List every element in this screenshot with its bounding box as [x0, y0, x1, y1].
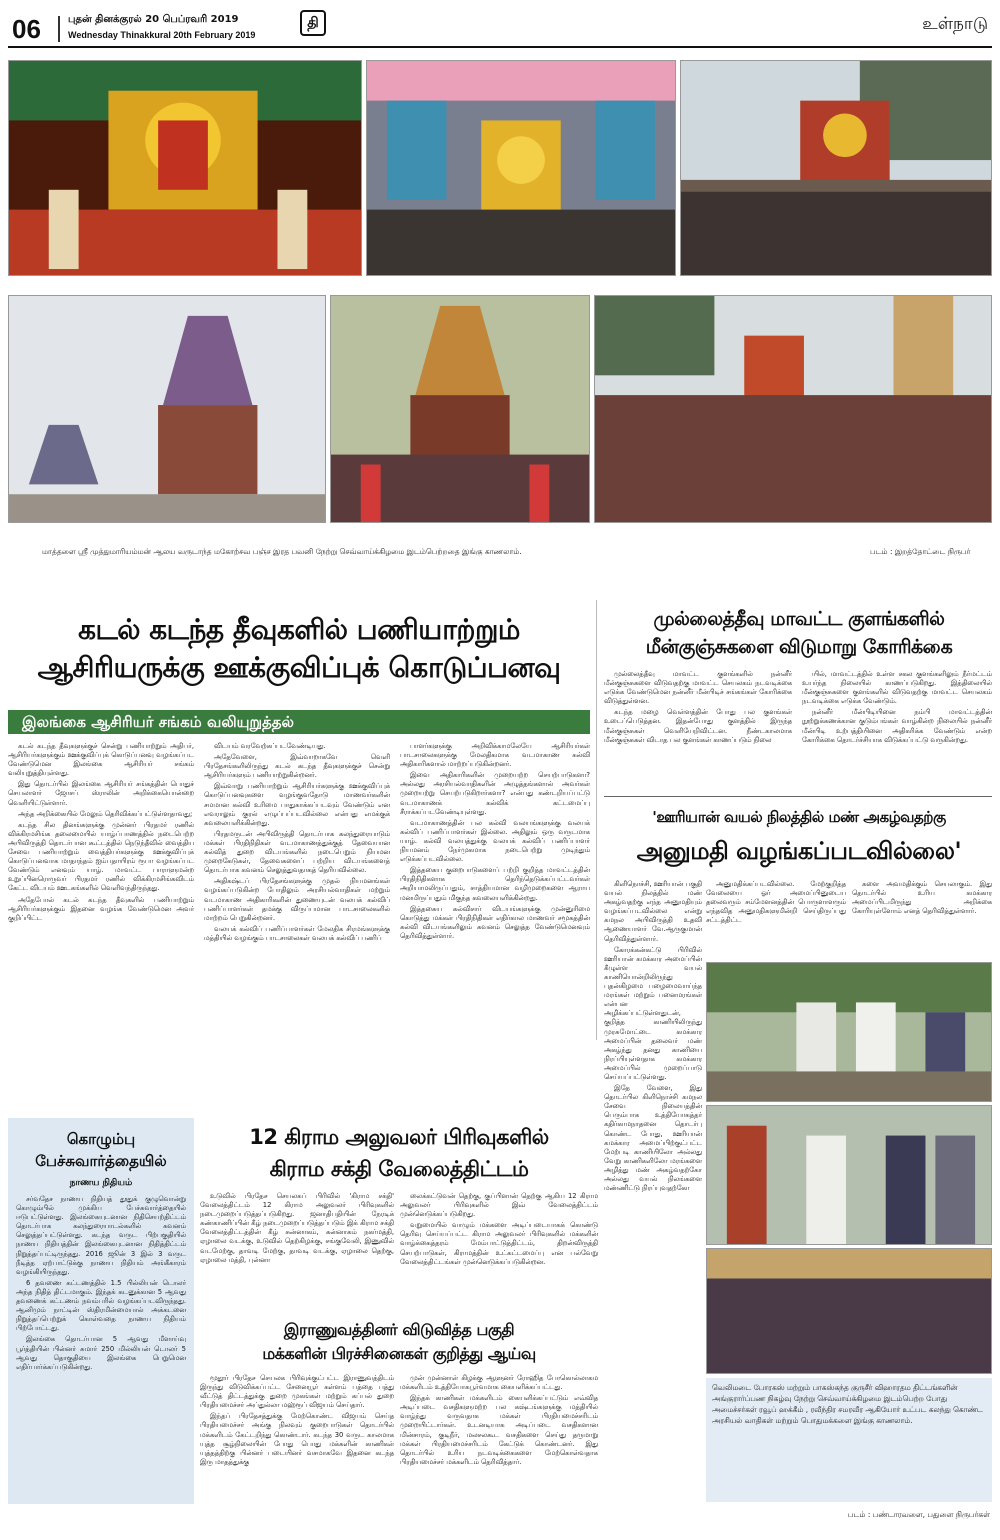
story2-column-2 [802, 670, 992, 788]
ceremony-credit: படம் : பண்டாரவளை, பதுளை நிருபர்கள் [847, 1510, 990, 1519]
story3-kicker: 'ஊரியான் வயல் நிலத்தில் மண் அகழ்வதற்கு [652, 808, 946, 826]
newspaper-logo: தி [300, 10, 326, 36]
header-rule [8, 46, 992, 48]
ceremony-caption: வெலிமடை போரகஸ் மற்றும் பாகஸ்கந்த குருசீர் விஹாரதம திட்டங்களின் அங்குரார்ப்பண நிகழ்வு நேற்று செவ்வாய்க்கிழமை இடம்பெற்ற போது அமைச்சர்கள் ரவூப் ஹக்கீம் , ரவீந்திர சமரவீர ஆகியோர் உட்பட கலந்து கொண்ட அரசியல் வாதிகள் மற்றும் பொதுமக்களை இங்கு காணலாம். [712, 1383, 983, 1425]
story2-col2-para: யில், மாவட்டத்தில் உள்ள சகல குளங்களிலும் நீர்மட்டம் உயர்ந்த நிலையில் காணப்படுகிறது. இத்திலையில் மீன்குஞ்சுகளை குளங்களில் விடுவதற்கு மாவட்ட செயலகம் நடவடிக்கை எடுக்க வேண்டும். [802, 670, 992, 706]
story3-col1-para: இதே வேளை, இது தொடர்பில கிளிநொச்சி கமநல சேவை நிலையத்தின் பெரும்பாக உத்தியோகத்தர் கதிர்காமநாதனை தொடர்பு கொண்ட போது, ஊரியான் கமக்கார அமைப்பிற்குட்பட்ட மேற்படி காணியிலோ அல்லது வேறு காணிகளிலோ மரங்களை அழித்து மண் அகழ்வதற்கோ அல்லது வயல் நிலங்களை மண்ணிட்டு நிரப்புவதற்கோ [604, 1084, 702, 1193]
story1-col3-para: இவை அதிகாரிகளின் முறையற்ற செயற்பாடுகளா? அல்லது அரசியல்வாதிகளின் அழுத்தங்களால் அவர்கள் முறையற்று செயற்படுகிறார்களா? என்பது கண்டறியப்பட்டு வடமாகாணக் கல்விக் கட்டமைப்பு சீராக்கப்படவேண்டியுள்ளது. [400, 771, 590, 816]
temple-photo-3 [680, 60, 992, 276]
story1-col2-para: விடயம் வரவேற்கப்படவேண்டியது. [214, 742, 326, 750]
story4-col2-para: லைக்கட்டுவன் தெற்கு, குப்பிளான் தெற்கு ஆகிய 12 கிராம அலுவலர் பிரிவுகளில் இவ் வேலைத்திட்டம் முன்னெடுக்கப்படுகிறது. [400, 1192, 598, 1219]
story1-col1-para: அதேபோல் கடல் கடந்த தீவுகளில் பணியாற்றும் ஆசிரியர்களுக்கும் இதனை வழங்க வேண்டுமென அவர் குறிப்பிட்ட [8, 895, 194, 922]
sidebar-para: 6 தவணை கட்டணத்தில் 1.5 பில்லியன் டொலர் அந்த நிதித் திட்டமாகும். இந்தக் கடனுக்கான 5 ஆவது தவணைக் கட்டணம் நவம்பரில் வழங்கப்படவிருந்தது. ஆனிமும் நாட்டின் ஸ்திரமின்மையால் அக்கடனை நிறுத்தப்பெற்றுக் கொள்வதை நாணய நிதியம் பிற்போட்டது. [16, 1278, 186, 1333]
story4-headline-line1: 12 கிராம அலுவலர் பிரிவுகளில் [249, 1125, 549, 1149]
sidebar-title-line2: பேச்சுவார்த்தையில் [35, 1152, 167, 1170]
story2-col2-para: நன்னீர் மீன்பிடியினை நம்பி மாவட்டத்தின் நூற்றுக்கணக்கான குடும்பங்கள் வாழ்கின்ற நிலையில் நன்னீர் மீன்பிடி உற்பத்தியினை அதிகரிக்க வேண்டும் என்ற கோரிக்கை தொடர்ச்சியாக விடுக்கப்பட்டு வருகின்றது. [802, 708, 992, 744]
story1-column-1 [8, 742, 194, 1042]
story5-column-1 [200, 1374, 394, 1534]
story1-col1-para: இது தொடர்பில் இலங்கை ஆசிரியர் சங்கத்தின் பொதுச் செயலாளர் ஜோசப் ஸ்ராலின் அறிக்கையொன்றை வெளியிட்டுள்ளார். [8, 780, 194, 807]
story5-col1-para: இந்தப் பிரதேசத்துக்கு மேற்கொண்ட விஜயம் செய்த பிரதியமைச்சர் அங்கு நிலவும் குறைபாடுகள் தொடர்பில் மக்களிடம் கேட்டறிந்து கொண்டார். கடந்த 30 வருட காலமாக யுத்த சூழ்நிலையின் போது பொது மக்களின் காணிகள் யுத்தத்திற்கு பின்னர் படையினர் வசமாகவே இதனை கடந்த இரு மாதத்துக்கு [200, 1412, 394, 1466]
ceremony-caption-box [706, 1378, 992, 1502]
story1-banner-text: இலங்கை ஆசிரியர் சங்கம் வலியுறுத்தல் [22, 713, 294, 731]
story1-col3-para: வடமாகாணத்தின் பல கல்வி வலயங்களுக்கு வலயக் கல்விப் பணிப்பாளர்கள் இல்லை. அதிலும் ஒரு வருடமாக யாழ். கல்வி வலயத்துக்கு வலயக் கல்விப் பணிப்பாளர் நியமனம் நேர்முகமாக நடைபெற்று முடிந்தும் எடுக்கப்படவில்லை. [400, 818, 590, 864]
story3-col1-para: கோரக்கன்கட்டு பிரிவில் ஊரியான் கமக்கார அமைப்பின் கீழுள்ள வயல் காணியொன்றிலிருந்து புதன்கிழமை பழைமைவாய்ந்த மரங்கள் மற்றும் பனைமரங்கள் என்பன அழிக்கப்பட்டுள்ளதுடன், குறித்த காணியிலிருந்து முரசுமோட்டை கமக்கார அமைப்பின் தலைவர் மண் அகழ்ந்து தனது காணியை நிரப்பியுள்ளதாக கமக்கார அமைப்பில் முறைப்பாடு செய்யப்பட்டுள்ளது. [604, 945, 702, 1081]
chariot-photo-1 [8, 295, 326, 523]
story5-column-2 [400, 1374, 598, 1534]
story1-col2-para: அதிகஷ்டப் பிரதேசங்களுக்கு முதல் நியமனங்கள் வழங்கப்படுகின்ற போதிலும் அரசியல்வாதிகள் மற்றும் வடமாகாண அதிகாரிகளின் துணையுடன் வலயக் கல்விப் பணிப்பாளர்கள் தமக்கு விருப்பமான பாடசாலைகளில் மாற்றம் பெறுகின்றனர். [204, 877, 390, 922]
header-date-tamil: புதன் தினக்குரல் 20 பெப்ரவரி 2019 [68, 14, 239, 25]
story4-column-2 [400, 1192, 598, 1310]
page-header [0, 0, 1000, 48]
story3-column-2 [706, 880, 846, 960]
ceremony-photo-3 [706, 1248, 992, 1374]
story5-headline-line1: இராணுவத்தினர் விடுவித்த பகுதி [283, 1320, 515, 1339]
story1-col3-para: இத்தகைய குறைபாடுகளைப் பற்றி குறித்த மாவட்டத்தின் பிரதிநிதிகளாக தெரிந்தெடுக்கப்பட்டவர்கள் அறியாமலிருப்பதும், சாத்தியமான வழிமுறைகளை ஆராய மனமிருப்பதும் மிகுந்த கவலையளிக்கின்றது. [400, 866, 590, 902]
story1-col3-para: இத்தகைய கல்விசார் விடயங்களுக்கு முன்னுரிமை கொடுத்து மக்கள் பிரதிநிதிகள் எதிர்கால மாணவர் சமூகத்தின் கல்வி விடயங்களிலும் கவனம் செலுத்த வேண்டுமெனவும் தெரிவித்துள்ளார். [400, 904, 590, 940]
story3-headline: அனுமதி வழங்கப்படவில்லை' [636, 837, 962, 865]
story1-col2-para: வலயக் கல்விப் பணிப்பாளர்கள் மேலதிக சிரமங்களுக்கு மத்தியில் வழங்கும் பாடசாலைகள் வலயக் கல்விப் பணிப் [204, 924, 390, 942]
story1-col3-para: பாளர்களுக்கு அறிவிக்காமலேயே ஆசிரியர்கள் பாடசாலைகளுக்கு மேலதிகமாக வடமாகாண கல்வி அதிகாரிகளால் மாற்றப்படுகின்றனர். [400, 742, 590, 769]
story3-col2-para: அனுமதிக்கப்படவில்லை. மேற்குறித்த வேலையை ஓர் அமைப்பினுடைய தலைவரும் சம்மேளனத்தின் பொருளாளரும் எந்தவித அனுமதிகளுமின்றி செய்திருப்பது சட்டத்திட்ட [706, 880, 846, 925]
story5-col2-para: முன் முன்னாள் கிழக்கு ஆளுனர் ரோஹித போகொல்லாகம மக்களிடம் உத்தியோகபூர்வமாக கையளிக்கப்பட்டது. [400, 1374, 598, 1392]
story4-col1-para: உடுவில் பிரதேச செயலகப் பிரிவில் 'கிராம சக்தி' வேலைத்திட்டம் 12 கிராம அலுவலர் பிரிவுகளில் நடைமுறைப்படுத்தப்படுகிறது. ஜனாதிபதியின் நேரடிக் கண்காணிப்பின் கீழ் நடைமுறைப்படுத்தப்படும் இக் கிராம சக்தி வேலைத்திட்டத்தின் கீழ் சுன்னாகம், கன்னாகம் நகர்மத்தி, ஏழாலை வடக்கு, உடுவில் தெற்கிழக்கு, சங்குவேலி, இணுவில் வடமேற்கு, தாவடி மேற்கு, தாவடி வடக்கு, ஏழாலை தெற்கு, ஏழாலை மத்தி, புன்னா [200, 1192, 394, 1264]
header-divider [58, 16, 60, 42]
sidebar-para: இலங்கை தொடர்பான 5 ஆவது மீளாய்வு பூர்த்தியின் பின்னர் சுமார் 250 மில்லியன் டொலர் 5 ஆவது தொகுதியை இலங்கை பெறுமென எதிர்பார்க்கப்படுகின்றது. [16, 1335, 186, 1371]
sidebar-box [8, 1118, 194, 1504]
story5-col2-para: இந்தக் காணிகள் மக்களிடம் கையளிக்கப்பட்டும் எவ்வித அடிப்படை வசதிகளுமற்ற பல கஷ்டங்களுக்கு மத்தியில் வாழ்ந்து வருவதாக மக்கள் பிரதியமைச்சரிடம் முறையிட்டார்கள். உடனடியாக அடிப்படை வசதிகளான மின்சாரம், குடிநீர், மலசலகூட வசதிகளை செய்து தருமாறு மக்கள் பிரதியமைச்சரிடம் கேட்டுக் கொண்டனர். இது தொடர்பில் உரிய நடவடிக்கைகளை மேற்கொள்வதாக பிரதியமைச்சர் மக்களிடம் தெரிவித்தார். [400, 1394, 598, 1466]
story-divider [604, 796, 992, 797]
ceremony-photo-1 [706, 962, 992, 1102]
story1-banner [8, 710, 590, 734]
temple-photo-2 [366, 60, 676, 276]
sidebar-title-line1: கொழும்பு [66, 1130, 136, 1148]
section-label: உள்நாடு [922, 14, 988, 34]
story4-column-1 [200, 1192, 394, 1310]
story2-col1-para: முல்லைத்தீவு மாவட்ட குளங்களில் நன்னீர் மீன்குஞ்சுகளை விடுவதற்கு மாவட்ட செயலகம் நடவடிக்கை எடுக்க வேண்டுமென நன்னீர் மீன்பிடிச் சங்கங்கள் கோரிக்கை விடுத்துள்ளன. [604, 670, 792, 706]
story1-col1-para: கடந்த சில தினங்களுக்கு முன்னர் பிரதமர் ரணில் விக்கிரமசிங்க தலைமையில் யாழ்ப்பாணத்தில் நடைபெற்ற அபிவிருத்தி தொடர்பான கூட்டத்தில் நெடுந்தீவில் வைத்திய சேவை பணியாற்றும் வைத்தியர்களுக்கு ஊக்குவிப்புக் கொடுப்பனவாக மாதாந்தம் ஐம்பதாயிரம் ரூபா வழங்கப்பட வேண்டும் எனவும் யாழ். மாவட்ட பாராளுமன்ற உறுப்பினரொருவர் பிரதமர் ரணில் விக்கிரமசிங்கவிடம் கேட்ட விடயம் ஊடகங்களில் வெளிவந்திருந்தது. [8, 820, 194, 893]
story4-col2-para: வறுமையில் வாழும் மக்களை அடிப்படையாகக் கொண்டு தெரிவு செய்யப்பட்ட கிராம அலுவலர் பிரிவுகளில் மக்களின் வாழ்க்கைத்தரம் மேம்பாட்டுத்திட்டம், திறன்விருத்தி செயற்பாடுகள், கிராமத்தின் உட்கட்டமைப்பு என பல்வேறு வேலைத்திட்டங்கள் முன்னெடுக்கப்படுகின்றன. [400, 1221, 598, 1266]
story1-headline-line1: கடல் கடந்த தீவுகளில் பணியாற்றும் [78, 613, 520, 646]
story1-headline-line2: ஆசிரியருக்கு ஊக்குவிப்புக் கொடுப்பனவு [37, 651, 561, 684]
photo-caption: மாத்தளை ஸ்ரீ முத்துமாரியம்மன் ஆலய வருடாந்த மகோற்சவ பஞ்ச இரத பவனி நேற்று செவ்வாய்க்கிழமை இடம்பெற்றதை இங்கு காணலாம். [42, 547, 522, 556]
story2-col1-para: கடந்த மழை வெள்ளத்தின் போது பல குளங்கள் உடைப்பெடுத்தன. இதன்போது குளத்தில் இருந்த மீன்குஞ்சுகள் வெளியேறிவிட்டன. நீண்டகாலமாக மீன்குஞ்சுகள் விடாத பல குளங்கள் காணப்படும் நிலை [604, 708, 792, 744]
story2-headline-line1: முல்லைத்தீவு மாவட்ட குளங்களில் [653, 608, 945, 630]
column-divider [596, 600, 597, 1040]
sidebar-para: சர்வதேச நாணய நிதியத் தூதுக் குழுவொன்று கொழும்பில் முக்கிய பேச்சுவார்த்தையில் ஈடுபட்டுள்ளது. இலங்கையுடனான நிதிசெயற்திட்டம் தொடர்பாக கலந்துரையாடல்களில் கவனம் செலுத்தப்பட்டுள்ளது. கடந்த வருட பிற்பகுதியில் நாணய நிதியத்தின் இலங்கையுடனான நிதித்திட்டம் நிறுத்தப்பட்டிருந்தது. 2016 ஜூன் 3 இல் 3 வருட நீடித்த ஏற்பாட்டுக்கு நாணய நிதியம் அங்கீகாரம் வழங்கியிருந்தது. [16, 1195, 186, 1276]
page-number: 06 [12, 14, 41, 44]
story1-col1-para: அந்த அறிக்கையில் மேலும் தெரிவிக்கப்பட்டுள்ளதாவது; [18, 809, 193, 818]
story1-column-2 [204, 742, 390, 1042]
temple-photo-1 [8, 60, 362, 276]
story2-column-1 [604, 670, 792, 788]
header-date-english: Wednesday Thinakkural 20th February 2019 [68, 30, 256, 40]
story1-col2-para: அதேவேளை, இவ்வாறாகவே வெளி பிரதேசங்களிலிருந்து கடல் கடந்த தீவுகளுக்குச் சென்று ஆசிரியர்களும் பணியாற்றுகின்றனர். [204, 753, 390, 780]
story2-headline-line2: மீன்குஞ்சுகளை விடுமாறு கோரிக்கை [645, 636, 953, 658]
sidebar-body [8, 1189, 194, 1485]
story1-column-3 [400, 742, 590, 1042]
ceremony-photo-2 [706, 1105, 992, 1245]
story1-col2-para: இவ்வாறு பணியாற்றும் ஆசிரியர்களுக்கு ஊக்குவிப்புக் கொடுப்பனவுகளை வழங்குவதோடு மாணவர்களின் சமமான கல்வி உரிமை பாதுகாக்கப்படவும் வேண்டும் என எவராலும் குரல் எழுப்பப்படவில்லை என்பது எமக்குக் கவலையளிக்கின்றது. [204, 782, 390, 827]
story3-col1-para: கிளிநொச்சி, ஊரியான் பகுதி வயல் நிலத்தில் மண் அகழ்வதற்கு எந்த அனுமதியும் வழங்கப்படவில்லை என்று கமநல அபிவிருத்தி உதவி ஆணையாளர் வே.ஆருகுமான் தெரிவித்துள்ளார். [604, 880, 702, 943]
crowd-photo [594, 295, 992, 523]
photo-credit: படம் : இறத்தோட்டை நிருபர் [870, 547, 971, 556]
story5-col1-para: மூதூர் பிரதேச செயலக பிரிவுக்குட்பட்ட இராணுவத்திடம் இருந்து விடுவிக்கப்பட்ட சேனையூர் கள்ளம் பத்தை பத்து வீட்டுத் திட்டத்துக்கு துறை முகங்கள் மற்றும் கப்பல் துறை பிரதியமைச்சர் அப்துல்லா மஹ்ரூப் விஜயம் செய்தார். [200, 1374, 394, 1410]
story4-headline-line2: கிராம சக்தி வேலைத்திட்டம் [269, 1157, 529, 1181]
chariot-photo-2 [330, 295, 590, 523]
story3-column-1 [604, 880, 702, 1502]
story1-col2-para: பிரதமருடன் அபிவிருத்தி தொடர்பாக கலந்துரையாடும் மக்கள் பிரதிநிதிகள் வடமாகாணத்துக்குத் தேவையான கல்வித் துறை விடயங்களில் நடைபெறும் நியமன முறைகேடுகள், தேவைகளைப் பற்றிய விடயங்களைத் தொடர்பாக கவனம் செலுத்துவதாகத் தெரியவில்லை. [204, 829, 390, 875]
story3-col3-para: களை அவமதிக்கும் செயலாகும். இது தொடர்பில் உரிய கமக்கார அமைப்பிடமிருந்து அறிக்கை கோரியுள்ளோம் எனத் தெரிவித்துள்ளார். [852, 880, 992, 916]
sidebar-subtitle: நாணய நிதியம் [69, 1178, 133, 1188]
story5-headline-line2: மக்களின் பிரச்சினைகள் குறித்து ஆய்வு [262, 1344, 536, 1363]
story3-column-3 [852, 880, 992, 960]
story1-col1-para: கடல் கடந்த தீவுகளுக்குச் சென்று பணியாற்றும் அதிபர், ஆசிரியர்களுக்கும் ஊக்குவிப்புக் கொடுப்பனவு வழங்கப்பட வேண்டுமென இலங்கை ஆசிரியர் சங்கம் வலியுறுத்தியுள்ளது. [8, 742, 194, 778]
